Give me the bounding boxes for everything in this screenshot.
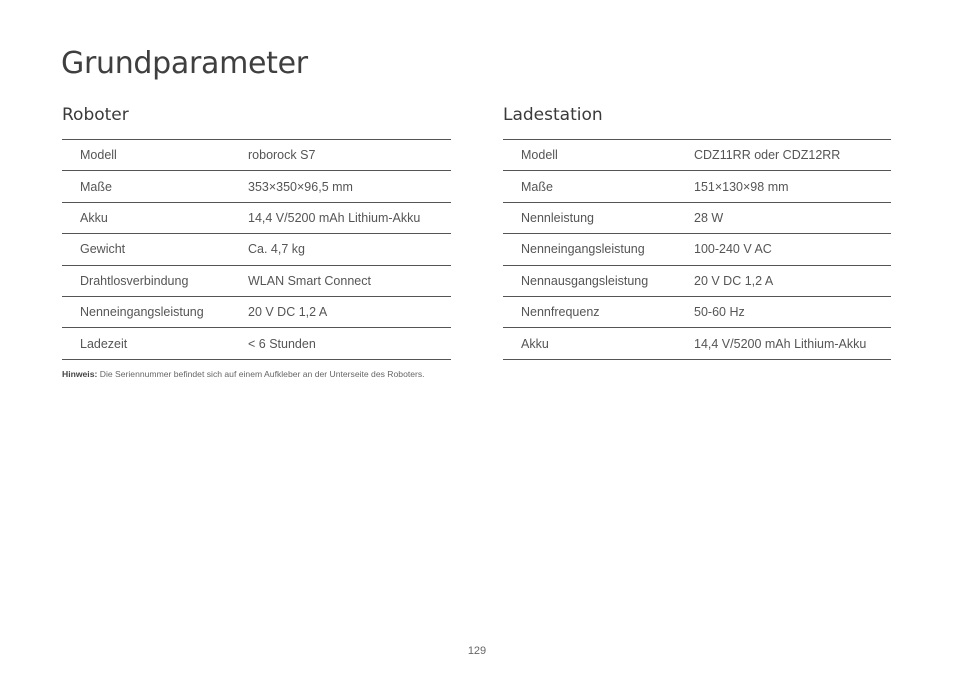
spec-label: Drahtlosverbindung	[80, 273, 189, 288]
table-row	[503, 266, 891, 297]
spec-label: Gewicht	[80, 242, 126, 257]
spec-label: Maße	[80, 179, 112, 194]
spec-value: 20 V DC 1,2 A	[694, 273, 774, 288]
spec-label: Nenneingangsleistung	[521, 242, 645, 257]
spec-label: Akku	[521, 336, 549, 351]
dock-section	[503, 102, 891, 360]
spec-value: 151×130×98 mm	[694, 179, 789, 194]
spec-value: 28 W	[694, 210, 724, 225]
spec-label: Akku	[80, 210, 108, 225]
spec-value: Ca. 4,7 kg	[248, 242, 305, 257]
robot-section	[62, 102, 451, 360]
table-row	[62, 140, 451, 171]
dock-spec-table	[503, 139, 891, 360]
note-label: Hinweis:	[62, 369, 98, 379]
spec-value: 20 V DC 1,2 A	[248, 305, 328, 320]
spec-value: 14,4 V/5200 mAh Lithium-Akku	[694, 336, 867, 351]
table-row	[62, 297, 451, 328]
table-row	[503, 140, 891, 171]
spec-label: Nennleistung	[521, 210, 594, 225]
spec-label: Nennausgangsleistung	[521, 273, 649, 288]
table-row	[62, 171, 451, 202]
table-row	[62, 203, 451, 234]
page-title: Grundparameter	[61, 46, 308, 81]
table-row	[503, 171, 891, 202]
table-row	[503, 203, 891, 234]
table-row	[503, 297, 891, 328]
serial-number-note	[62, 369, 425, 379]
table-row	[503, 328, 891, 359]
spec-value: 100-240 V AC	[694, 242, 772, 257]
spec-value: 353×350×96,5 mm	[248, 179, 353, 194]
spec-label: Modell	[80, 148, 117, 163]
robot-heading: Roboter	[62, 105, 129, 125]
spec-value: < 6 Stunden	[248, 336, 316, 351]
note-text: Die Seriennummer befindet sich auf einem Aufkleber an der Unterseite des Roboters.	[99, 369, 425, 379]
robot-spec-table	[62, 139, 451, 360]
spec-label: Nenneingangsleistung	[80, 305, 204, 320]
spec-value: WLAN Smart Connect	[248, 273, 371, 288]
table-row	[62, 328, 451, 359]
table-row	[503, 234, 891, 265]
spec-value: CDZ11RR oder CDZ12RR	[694, 148, 841, 163]
page-number: 129	[467, 645, 487, 657]
table-row	[62, 266, 451, 297]
spec-value: 14,4 V/5200 mAh Lithium-Akku	[248, 210, 421, 225]
spec-value: 50-60 Hz	[694, 305, 745, 320]
dock-heading: Ladestation	[503, 105, 603, 125]
spec-label: Maße	[521, 179, 553, 194]
spec-label: Modell	[521, 148, 558, 163]
spec-label: Ladezeit	[80, 336, 128, 351]
spec-label: Nennfrequenz	[521, 305, 600, 320]
table-row	[62, 234, 451, 265]
spec-value: roborock S7	[248, 148, 316, 163]
